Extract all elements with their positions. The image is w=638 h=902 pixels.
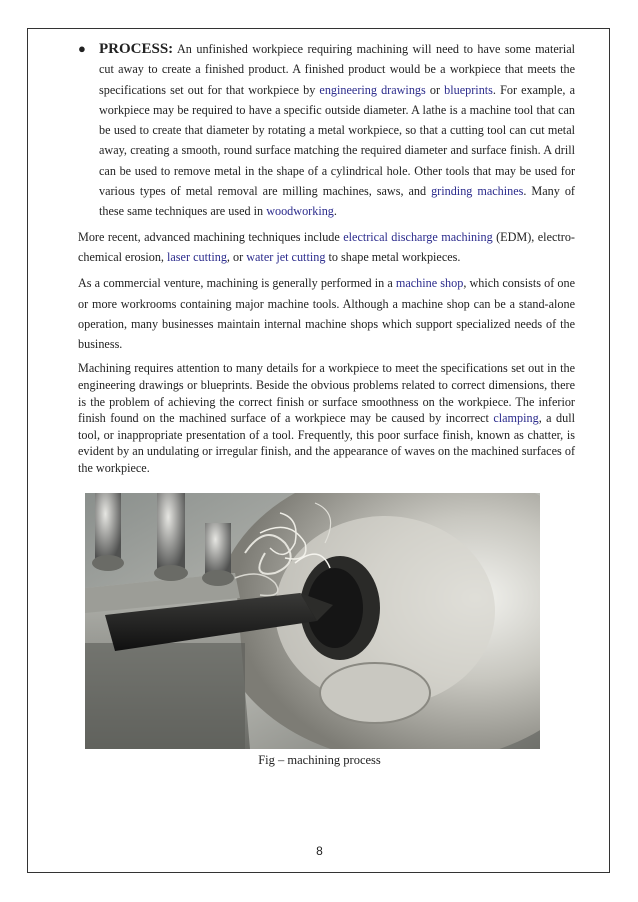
advanced-techniques-paragraph: [78, 227, 575, 268]
text-segment: More recent, advanced machining techniques include: [78, 229, 344, 244]
text-segment: , which consists of one or more workrooms containing major machine tools. Although a machine shop can be a stand-alone operation, many businesses maintain internal machine shops which support specialized needs of the business.: [78, 276, 575, 352]
text-segment: As a commercial venture, machining is generally performed in a: [78, 276, 396, 291]
bullet-dot-icon: ●: [78, 41, 86, 56]
link-laser-cutting[interactable]: laser cutting: [167, 249, 227, 264]
link-woodworking[interactable]: woodworking: [266, 204, 334, 219]
page-frame: [27, 28, 610, 873]
link-machine-shop[interactable]: machine shop: [395, 276, 464, 291]
link-grinding-machines[interactable]: grinding machines: [431, 184, 524, 199]
text-segment: (EDM), electro-chemical erosion,: [78, 229, 575, 264]
machining-process-photo: [85, 493, 540, 749]
link-water-jet-cutting[interactable]: water jet cutting: [246, 249, 326, 264]
text-segment: Machining requires attention to many details for a workpiece to meet the specifications set out in the engineering drawings or blueprints. Beside the obvious problems related to correct dimensions, there is the problem of achieving the correct finish or surface smoothness on the workpiece. The inferior finish found on the machined surface of a workpiece may be caused by incorrect: [78, 361, 575, 426]
text-segment: . Many of these same techniques are used in: [99, 184, 575, 219]
text-segment: .: [333, 204, 337, 219]
page-content: [78, 39, 575, 483]
text-segment: , a dull tool, or inappropriate presentation of a tool. Frequently, this poor surface finish, known as chatter, is evident by an undulating or irregular finish, and the appearance of waves on the machined surfaces of the workpiece.: [78, 411, 575, 476]
link-electrical-discharge-machining[interactable]: electrical discharge machining: [343, 229, 493, 244]
page-number: 8: [316, 844, 323, 858]
process-heading: PROCESS:: [99, 41, 174, 57]
link-clamping[interactable]: clamping: [493, 411, 539, 426]
text-segment: . For example, a workpiece may be required to have a specific outside diameter. A lathe is a machine tool that can be used to create that diameter by rotating a metal workpiece, so that a cutting tool can cut metal away, creating a smooth, round surface matching the required diameter and surface finish. A drill can be used to remove metal in the shape of a cylindrical hole. Other tools that may be used for various types of metal removal are milling machines, saws, and: [99, 82, 576, 199]
text-segment: or: [425, 82, 445, 97]
text-segment: , or: [226, 249, 247, 264]
process-bullet-paragraph: [78, 39, 575, 222]
figure-caption: Fig – machining process: [258, 753, 381, 767]
link-engineering-drawings[interactable]: engineering drawings: [319, 82, 426, 97]
text-segment: An unfinished workpiece requiring machining will need to have some material cut away to create a finished product. A finished product would be a workpiece that meets the specifications set out for that workpiece by: [99, 42, 575, 97]
link-blueprints[interactable]: blueprints: [444, 82, 493, 97]
machining-details-paragraph: [78, 360, 575, 476]
text-segment: to shape metal workpieces.: [325, 249, 461, 264]
commercial-venture-paragraph: [78, 273, 575, 354]
